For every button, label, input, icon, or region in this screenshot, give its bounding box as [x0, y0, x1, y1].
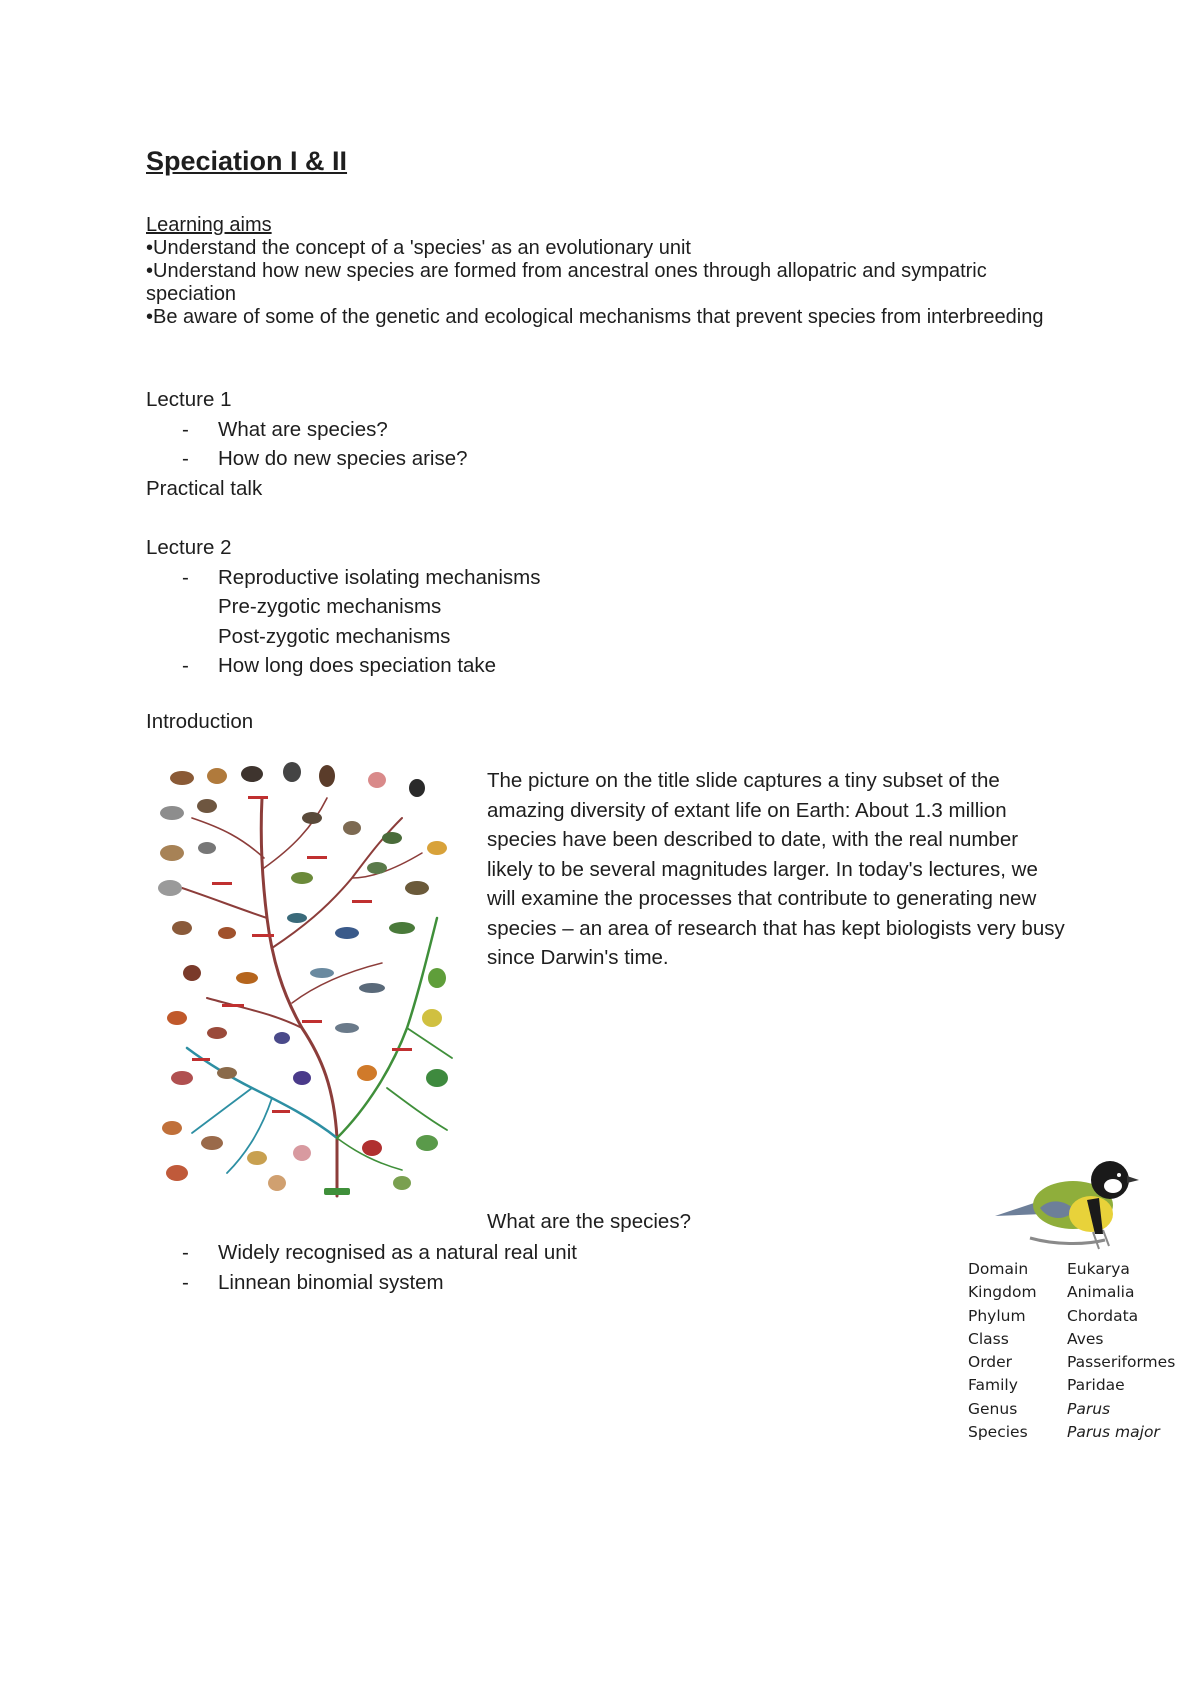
sub-item-text: Post-zygotic mechanisms — [218, 624, 451, 648]
species-bullet-list — [146, 1238, 577, 1297]
dash-bullet: - — [182, 654, 189, 677]
lecture-2-heading: Lecture 2 — [146, 536, 232, 559]
practical-talk: Practical talk — [146, 476, 263, 500]
table-row — [968, 1353, 1175, 1376]
rank-cell: Domain — [968, 1260, 1029, 1278]
list-item-text: What are species? — [218, 417, 388, 441]
rank-cell: Phylum — [968, 1306, 1026, 1325]
table-row — [968, 1400, 1175, 1423]
list-item-text: Linnean binomial system — [218, 1270, 444, 1294]
dash-bullet: - — [182, 417, 189, 441]
sub-item-text: Pre-zygotic mechanisms — [218, 595, 442, 618]
list-item — [146, 1268, 577, 1298]
table-row — [968, 1423, 1175, 1446]
rank-cell: Order — [968, 1353, 1013, 1372]
list-item — [146, 563, 540, 593]
learning-aims-section — [146, 214, 1046, 329]
table-row — [968, 1330, 1175, 1353]
lecture-2-section — [146, 533, 540, 681]
dash-bullet: - — [182, 447, 189, 470]
list-item-text: Widely recognised as a natural real unit — [218, 1241, 577, 1264]
learning-aims-heading: Learning aims — [146, 214, 272, 236]
rank-cell: Species — [968, 1423, 1028, 1442]
taxon-cell: Parus — [1067, 1399, 1111, 1418]
dash-bullet: - — [182, 1270, 189, 1294]
list-item — [146, 651, 540, 681]
list-item — [146, 415, 468, 445]
taxon-cell: Eukarya — [1067, 1260, 1130, 1278]
list-item-text: Reproductive isolating mechanisms — [218, 565, 541, 589]
taxon-cell: Aves — [1067, 1329, 1104, 1348]
dash-bullet: - — [182, 565, 189, 589]
lecture-1-section — [146, 385, 468, 503]
rank-cell: Kingdom — [968, 1283, 1037, 1302]
rank-cell: Family — [968, 1376, 1018, 1395]
taxon-cell: Paridae — [1067, 1376, 1125, 1395]
taxon-cell: Chordata — [1067, 1306, 1139, 1325]
aim-item: •Understand the concept of a 'species' as an evolutionary unit — [146, 237, 691, 259]
list-item-text: How long does speciation take — [218, 654, 497, 677]
taxon-cell: Animalia — [1067, 1283, 1135, 1302]
sub-item — [146, 622, 540, 652]
aim-item: •Be aware of some of the genetic and ecological mechanisms that prevent species from interbreeding — [146, 306, 1044, 328]
aim-item: •Understand how new species are formed from ancestral ones through allopatric and sympatric speciation — [146, 260, 987, 305]
species-section-heading: What are the species? — [487, 1210, 691, 1233]
dash-bullet: - — [182, 1241, 189, 1264]
list-item-text: How do new species arise? — [218, 447, 468, 470]
table-row — [968, 1307, 1175, 1330]
table-row — [968, 1376, 1175, 1399]
list-item — [146, 444, 468, 474]
tree-of-life-image — [152, 758, 462, 1198]
rank-cell: Class — [968, 1329, 1009, 1348]
introduction-paragraph: The picture on the title slide captures a tiny subset of the amazing diversity of extant life on Earth: About 1.3 million species have been described to date, with the real number likely to be several magnitudes larger. In today's lectures, we will examine the processes that contribute to generating new species – an area of research that has kept biologists very busy since Darwin's time. — [487, 769, 1065, 969]
table-row — [968, 1283, 1175, 1306]
table-row — [968, 1260, 1175, 1283]
taxonomy-table — [968, 1260, 1175, 1446]
sub-item — [146, 592, 540, 622]
introduction-heading: Introduction — [146, 710, 254, 733]
page-title: Speciation I & II — [146, 146, 348, 176]
rank-cell: Genus — [968, 1399, 1018, 1418]
taxon-cell: Passeriformes — [1067, 1353, 1176, 1372]
lecture-1-heading: Lecture 1 — [146, 388, 232, 411]
great-tit-bird-image — [995, 1150, 1140, 1255]
list-item — [146, 1238, 577, 1268]
taxon-cell: Parus major — [1067, 1423, 1160, 1442]
